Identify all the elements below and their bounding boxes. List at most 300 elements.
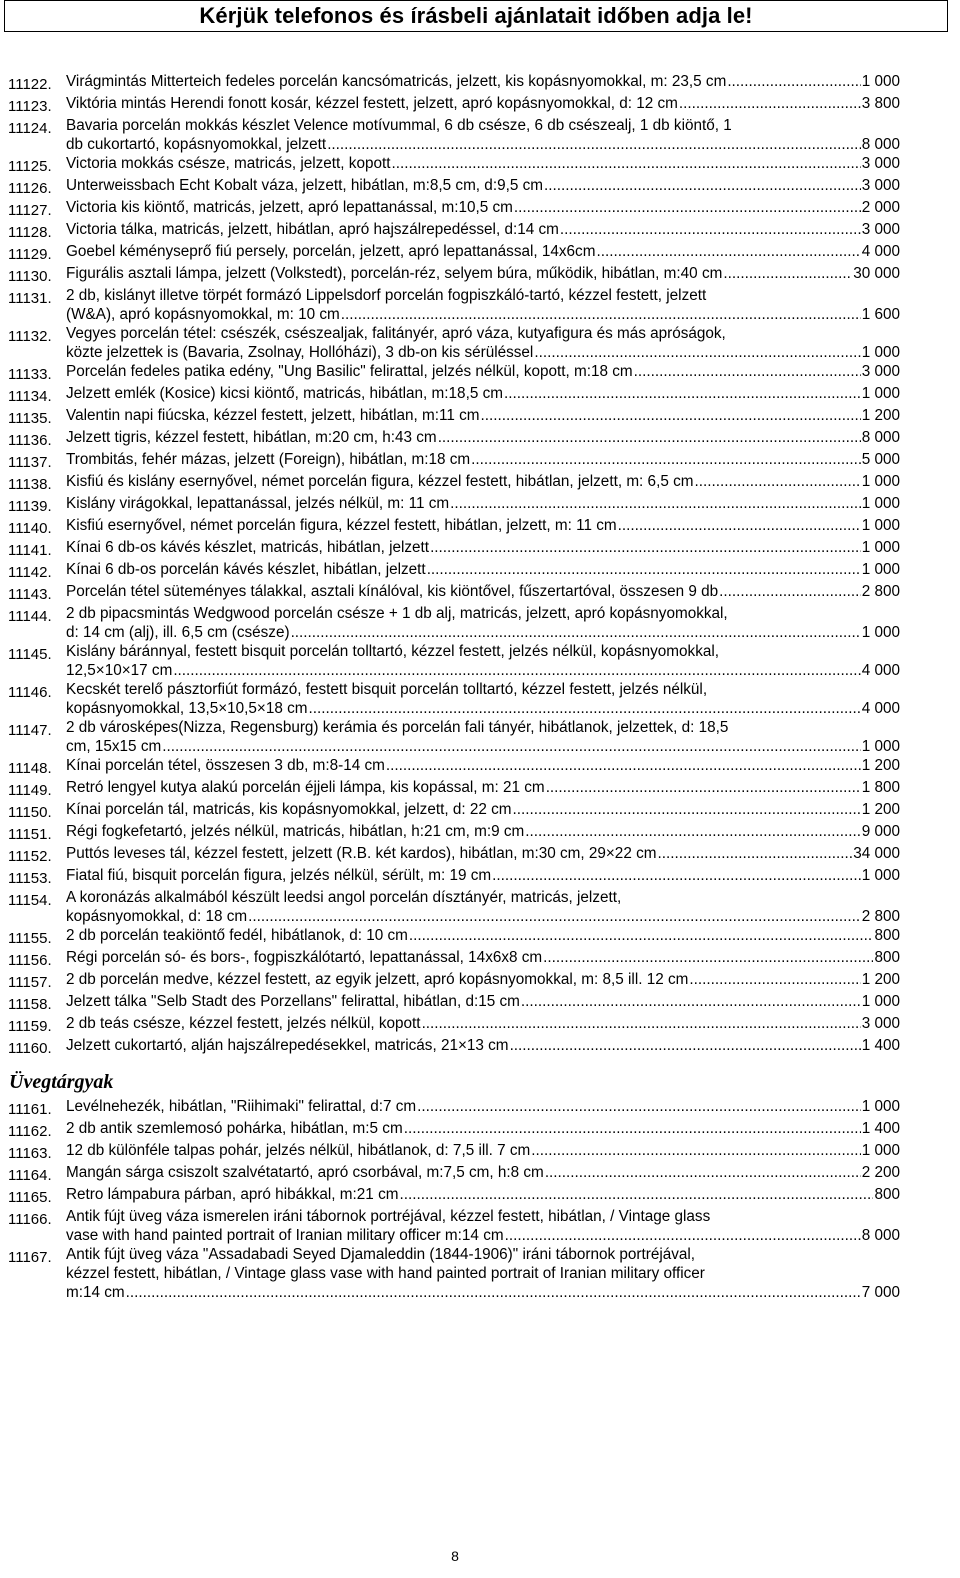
lot-description-text: Fiatal fiú, bisquit porcelán figura, jelzés nélkül, sérült, m: 19 cm xyxy=(66,867,492,884)
lot-price: 3 000 xyxy=(861,1015,900,1032)
lot-item xyxy=(8,428,900,450)
lot-description-line: Antik fújt üveg váza ismerelen iráni tábornok portréjával, kézzel festett, hibátlan, / Vintage glass xyxy=(66,1208,711,1225)
dot-leader xyxy=(126,1283,861,1302)
lot-number: 11163. xyxy=(8,1145,52,1162)
dot-leader xyxy=(694,472,860,491)
lot-price: 3 000 xyxy=(861,221,900,238)
lot-number: 11124. xyxy=(8,120,52,137)
dot-leader xyxy=(525,822,860,841)
lot-description-text: m:14 cm xyxy=(66,1284,125,1301)
lot-description xyxy=(66,264,900,283)
lot-description-line: kézzel festett, hibátlan, / Vintage glass vase with hand painted portrait of Iranian military officer xyxy=(66,1265,705,1282)
lot-description xyxy=(66,926,900,945)
lot-price: 1 000 xyxy=(861,539,900,556)
dot-leader xyxy=(514,198,861,217)
lot-number: 11155. xyxy=(8,930,52,947)
lot-price: 30 000 xyxy=(853,265,900,282)
lot-description-text: db cukortartó, kopásnyomokkal, jelzett xyxy=(66,136,327,153)
auction-lot-list xyxy=(8,72,900,1302)
lot-description xyxy=(66,198,900,217)
section-title-glassware: Üvegtárgyak xyxy=(9,1071,114,1093)
lot-item xyxy=(8,264,900,286)
lot-description xyxy=(66,1185,900,1204)
lot-item xyxy=(8,450,900,472)
lot-item xyxy=(8,116,900,154)
lot-price: 4 000 xyxy=(861,243,900,260)
lot-description-text: Kisfiú és kislány esernyővel, német porcelán figura, kézzel festett, hibátlan, jelzett, m: 6,5 cm xyxy=(66,473,694,490)
lot-description-final-line xyxy=(66,844,900,863)
lot-description-text: Unterweissbach Echt Kobalt váza, jelzett, hibátlan, m:8,5 cm, d:9,5 cm xyxy=(66,177,543,194)
lot-price: 2 800 xyxy=(861,908,900,925)
dot-leader xyxy=(510,1036,861,1055)
lot-description-text: d: 14 cm (alj), ill. 6,5 cm (csésze) xyxy=(66,624,290,641)
lot-price: 1 000 xyxy=(861,738,900,755)
lot-item xyxy=(8,1245,900,1302)
lot-number: 11154. xyxy=(8,892,52,909)
lot-item xyxy=(8,516,900,538)
lot-description-final-line xyxy=(66,756,900,775)
lot-number: 11126. xyxy=(8,180,52,197)
dot-leader xyxy=(391,154,860,173)
lot-item xyxy=(8,324,900,362)
lot-description xyxy=(66,1014,900,1033)
lot-item xyxy=(8,1036,900,1058)
lot-description-text: kopásnyomokkal, d: 18 cm xyxy=(66,908,248,925)
lot-description-final-line xyxy=(66,94,900,113)
lot-description xyxy=(66,154,900,173)
lot-price: 1 200 xyxy=(861,971,900,988)
lot-description-text: 2 db teás csésze, kézzel festett, jelzés nélkül, kopott xyxy=(66,1015,421,1032)
lot-description-text: 2 db antik szemlemosó pohárka, hibátlan, m:5 cm xyxy=(66,1120,403,1137)
lot-description xyxy=(66,1036,900,1055)
lot-description-final-line xyxy=(66,1014,900,1033)
lot-description xyxy=(66,970,900,989)
lot-description xyxy=(66,220,900,239)
lot-description-text: Kínai porcelán tétel, összesen 3 db, m:8-14 cm xyxy=(66,757,385,774)
lot-item xyxy=(8,220,900,242)
lot-description-text: 12,5×10×17 cm xyxy=(66,662,173,679)
lot-description-final-line xyxy=(66,264,900,283)
dot-leader xyxy=(327,135,861,154)
lot-description-text: Kínai 6 db-os kávés készlet, matricás, hibátlan, jelzett xyxy=(66,539,430,556)
lot-description-text: Levélnehezék, hibátlan, "Riihimaki" felirattal, d:7 cm xyxy=(66,1098,417,1115)
dot-leader xyxy=(618,516,861,535)
dot-leader xyxy=(173,661,860,680)
lot-price: 1 000 xyxy=(861,73,900,90)
lot-number: 11158. xyxy=(8,996,52,1013)
lot-description-final-line xyxy=(66,450,900,469)
lot-description xyxy=(66,604,900,642)
lot-price: 1 000 xyxy=(861,993,900,1010)
page-number: 8 xyxy=(451,1548,459,1564)
lot-description-final-line xyxy=(66,699,900,718)
lot-price: 1 600 xyxy=(861,306,900,323)
lot-description-final-line xyxy=(66,343,900,362)
lot-description xyxy=(66,800,900,819)
lot-description xyxy=(66,450,900,469)
lot-number: 11132. xyxy=(8,328,52,345)
dot-leader xyxy=(399,1185,873,1204)
lot-price: 1 000 xyxy=(861,1098,900,1115)
lot-item xyxy=(8,176,900,198)
lot-description xyxy=(66,778,900,797)
lot-description-text: cm, 15x15 cm xyxy=(66,738,162,755)
lot-description-text: Trombitás, fehér mázas, jelzett (Foreign), hibátlan, m:18 cm xyxy=(66,451,471,468)
dot-leader xyxy=(727,72,860,91)
lot-description xyxy=(66,516,900,535)
lot-description-line: Antik fújt üveg váza "Assadabadi Seyed Djamaleddin (1844-1906)" iráni tábornok portréjával, xyxy=(66,1246,696,1263)
lot-price: 1 000 xyxy=(861,561,900,578)
lot-price: 1 200 xyxy=(861,801,900,818)
lot-item xyxy=(8,844,900,866)
lot-item xyxy=(8,1119,900,1141)
lot-description-line: Kecskét terelő pásztorfiút formázó, festett bisquit porcelán tolltartó, kézzel festett, jelzés nélkül, xyxy=(66,681,708,698)
lot-price: 34 000 xyxy=(853,845,900,862)
lot-price: 3 800 xyxy=(861,95,900,112)
dot-leader xyxy=(634,362,861,381)
glassware-lots xyxy=(8,1097,900,1302)
lot-description-text: Porcelán fedeles patika edény, "Ung Basilic" felirattal, jelzés nélkül, kopott, m:18 cm xyxy=(66,363,633,380)
lot-description-final-line xyxy=(66,472,900,491)
lot-number: 11133. xyxy=(8,366,52,383)
lot-item xyxy=(8,888,900,926)
dot-leader xyxy=(544,176,861,195)
lot-description xyxy=(66,680,900,718)
dot-leader xyxy=(341,305,861,324)
lot-description-line: 2 db pipacsmintás Wedgwood porcelán csésze + 1 db alj, matricás, jelzett, apró kopásnyomokkal, xyxy=(66,605,728,622)
lot-description-text: Figurális asztali lámpa, jelzett (Volkstedt), porcelán-réz, selyem búra, működik, hibátlan, m:40 cm xyxy=(66,265,723,282)
lot-number: 11164. xyxy=(8,1167,52,1184)
dot-leader xyxy=(513,800,861,819)
dot-leader xyxy=(481,406,861,425)
lot-description-final-line xyxy=(66,737,900,756)
lot-description-final-line xyxy=(66,406,900,425)
lot-description xyxy=(66,1245,900,1302)
lot-price: 7 000 xyxy=(861,1284,900,1301)
lot-price: 2 200 xyxy=(861,1164,900,1181)
lot-number: 11127. xyxy=(8,202,52,219)
lot-price: 1 800 xyxy=(861,779,900,796)
lot-number: 11122. xyxy=(8,76,52,93)
lot-description xyxy=(66,718,900,756)
lot-item xyxy=(8,822,900,844)
lot-description-text: Kisfiú esernyővel, német porcelán figura, kézzel festett, hibátlan, jelzett, m: 11 cm xyxy=(66,517,617,534)
announcement-banner xyxy=(4,0,948,32)
lot-price: 1 200 xyxy=(861,407,900,424)
dot-leader xyxy=(521,992,861,1011)
dot-leader xyxy=(438,428,861,447)
lot-description-text: Kislány virágokkal, lepattanással, jelzés nélkül, m: 11 cm xyxy=(66,495,450,512)
lot-number: 11146. xyxy=(8,684,52,701)
lot-description xyxy=(66,948,900,967)
lot-item xyxy=(8,604,900,642)
lot-number: 11148. xyxy=(8,760,52,777)
lot-description xyxy=(66,72,900,91)
lot-price: 1 000 xyxy=(861,385,900,402)
lot-number: 11137. xyxy=(8,454,52,471)
lot-description-text: Jelzett tigris, kézzel festett, hibátlan, m:20 cm, h:43 cm xyxy=(66,429,437,446)
lot-number: 11136. xyxy=(8,432,52,449)
lot-description xyxy=(66,582,900,601)
lot-price: 800 xyxy=(874,949,900,966)
lot-item xyxy=(8,1141,900,1163)
lot-description-text: Puttós leveses tál, kézzel festett, jelzett (R.B. két kardos), hibátlan, m:30 cm, 29×22 cm xyxy=(66,845,657,862)
lot-item xyxy=(8,538,900,560)
dot-leader xyxy=(505,1226,861,1245)
lot-item xyxy=(8,384,900,406)
lot-number: 11156. xyxy=(8,952,52,969)
lot-description xyxy=(66,992,900,1011)
lot-description-final-line xyxy=(66,948,900,967)
lot-item xyxy=(8,1097,900,1119)
dot-leader xyxy=(492,866,861,885)
lot-description xyxy=(66,384,900,403)
lot-number: 11142. xyxy=(8,564,52,581)
lot-description-final-line xyxy=(66,242,900,261)
lot-price: 9 000 xyxy=(861,823,900,840)
lot-number: 11138. xyxy=(8,476,52,493)
dot-leader xyxy=(422,1014,861,1033)
lot-number: 11165. xyxy=(8,1189,52,1206)
lot-item xyxy=(8,94,900,116)
porcelain-lots xyxy=(8,72,900,1058)
lot-item xyxy=(8,926,900,948)
lot-number: 11162. xyxy=(8,1123,52,1140)
lot-description-final-line xyxy=(66,305,900,324)
lot-number: 11159. xyxy=(8,1018,52,1035)
dot-leader xyxy=(417,1097,861,1116)
lot-item xyxy=(8,72,900,94)
dot-leader xyxy=(309,699,861,718)
dot-leader xyxy=(404,1119,861,1138)
lot-number: 11149. xyxy=(8,782,52,799)
lot-description-line: A koronázás alkalmából készült leedsi angol porcelán dísztányér, matricás, jelzett, xyxy=(66,889,622,906)
lot-description-text: Kínai porcelán tál, matricás, kis kopásnyomokkal, jelzett, d: 22 cm xyxy=(66,801,512,818)
lot-item xyxy=(8,866,900,888)
lot-item xyxy=(8,642,900,680)
lot-description-final-line xyxy=(66,970,900,989)
lot-number: 11123. xyxy=(8,98,52,115)
lot-description xyxy=(66,242,900,261)
lot-description-text: Viktória mintás Herendi fonott kosár, kézzel festett, jelzett, apró kopásnyomokkal, d: 12 cm xyxy=(66,95,678,112)
lot-description xyxy=(66,1163,900,1182)
lot-description-text: Régi fogkefetartó, jelzés nélkül, matricás, hibátlan, h:21 cm, m:9 cm xyxy=(66,823,525,840)
dot-leader xyxy=(543,948,873,967)
lot-description-text: Virágmintás Mitterteich fedeles porcelán kancsómatricás, jelzett, kis kopásnyomokkal, m: 23,5 cm xyxy=(66,73,727,90)
lot-description xyxy=(66,362,900,381)
lot-description-line: 2 db városképes(Nizza, Regensburg) kerámia és porcelán fali tányér, hibátlanok, jelzettek, d: 18,5 xyxy=(66,719,729,736)
dot-leader xyxy=(560,220,861,239)
lot-price: 3 000 xyxy=(861,363,900,380)
lot-number: 11131. xyxy=(8,290,52,307)
lot-number: 11147. xyxy=(8,722,52,739)
dot-leader xyxy=(450,494,861,513)
lot-description-final-line xyxy=(66,661,900,680)
lot-number: 11143. xyxy=(8,586,52,603)
lot-description-text: kopásnyomokkal, 13,5×10,5×18 cm xyxy=(66,700,308,717)
lot-item xyxy=(8,1185,900,1207)
lot-price: 1 000 xyxy=(861,624,900,641)
lot-price: 1 000 xyxy=(861,1142,900,1159)
lot-description xyxy=(66,494,900,513)
lot-description-final-line xyxy=(66,362,900,381)
lot-description-final-line xyxy=(66,494,900,513)
lot-description-final-line xyxy=(66,866,900,885)
lot-description-final-line xyxy=(66,623,900,642)
dot-leader xyxy=(162,737,861,756)
lot-description-final-line xyxy=(66,1283,900,1302)
lot-description-text: Victoria tálka, matricás, jelzett, hibátlan, apró hajszálrepedéssel, d:14 cm xyxy=(66,221,559,238)
dot-leader xyxy=(689,970,860,989)
lot-description-final-line xyxy=(66,135,900,154)
lot-price: 8 000 xyxy=(861,429,900,446)
lot-price: 8 000 xyxy=(861,1227,900,1244)
lot-description-final-line xyxy=(66,822,900,841)
lot-description xyxy=(66,406,900,425)
lot-description-text: Régi porcelán só- és bors-, fogpiszkálótartó, lepattanással, 14x6x8 cm xyxy=(66,949,543,966)
lot-description-line: Kislány báránnyal, festett bisquit porcelán tolltartó, kézzel festett, jelzés nélkül, kopásnyomokkal, xyxy=(66,643,720,660)
lot-description-final-line xyxy=(66,778,900,797)
lot-description xyxy=(66,428,900,447)
lot-item xyxy=(8,472,900,494)
lot-description-final-line xyxy=(66,560,900,579)
lot-description-text: közte jelzettek is (Bavaria, Zsolnay, Hollóházi), 3 db-on kis sérüléssel xyxy=(66,344,534,361)
lot-description xyxy=(66,888,900,926)
lot-description xyxy=(66,1141,900,1160)
lot-description-final-line xyxy=(66,1119,900,1138)
lot-description-final-line xyxy=(66,926,900,945)
lot-item xyxy=(8,800,900,822)
lot-description-final-line xyxy=(66,1036,900,1055)
lot-description xyxy=(66,1097,900,1116)
lot-item xyxy=(8,154,900,176)
lot-description-final-line xyxy=(66,582,900,601)
lot-item xyxy=(8,582,900,604)
lot-item xyxy=(8,406,900,428)
lot-description-final-line xyxy=(66,1163,900,1182)
lot-description-final-line xyxy=(66,1141,900,1160)
lot-number: 11134. xyxy=(8,388,52,405)
lot-description xyxy=(66,642,900,680)
lot-price: 1 000 xyxy=(861,867,900,884)
lot-description-final-line xyxy=(66,992,900,1011)
lot-item xyxy=(8,992,900,1014)
lot-number: 11141. xyxy=(8,542,52,559)
lot-number: 11135. xyxy=(8,410,52,427)
lot-price: 4 000 xyxy=(861,662,900,679)
lot-description-text: Victoria kis kiöntő, matricás, jelzett, apró lepattanással, m:10,5 cm xyxy=(66,199,513,216)
dot-leader xyxy=(291,623,861,642)
lot-number: 11167. xyxy=(8,1249,52,1266)
lot-item xyxy=(8,756,900,778)
lot-number: 11144. xyxy=(8,608,52,625)
lot-price: 1 200 xyxy=(861,757,900,774)
lot-description-text: vase with hand painted portrait of Iranian military officer m:14 cm xyxy=(66,1227,504,1244)
lot-number: 11160. xyxy=(8,1040,52,1057)
lot-item xyxy=(8,1014,900,1036)
lot-item xyxy=(8,1163,900,1185)
lot-number: 11153. xyxy=(8,870,52,887)
lot-item xyxy=(8,198,900,220)
lot-description xyxy=(66,538,900,557)
lot-item xyxy=(8,1207,900,1245)
lot-description xyxy=(66,324,900,362)
dot-leader xyxy=(596,242,860,261)
lot-description-text: Retro lámpabura párban, apró hibákkal, m:21 cm xyxy=(66,1186,399,1203)
lot-item xyxy=(8,948,900,970)
lot-price: 1 000 xyxy=(861,495,900,512)
lot-item xyxy=(8,494,900,516)
lot-item xyxy=(8,680,900,718)
lot-price: 800 xyxy=(874,927,900,944)
lot-price: 5 000 xyxy=(861,451,900,468)
lot-description-text: 2 db porcelán medve, kézzel festett, az egyik jelzett, apró kopásnyomokkal, m: 8,5 ill. 12 cm xyxy=(66,971,689,988)
lot-price: 1 000 xyxy=(861,517,900,534)
lot-description-final-line xyxy=(66,72,900,91)
lot-description-line: Bavaria porcelán mokkás készlet Velence motívummal, 6 db csésze, 6 db csészealj, 1 db kiöntő, 1 xyxy=(66,117,732,134)
lot-description-text: Goebel kéményseprő fiú persely, porcelán, jelzett, apró lepattanással, 14x6cm xyxy=(66,243,596,260)
lot-number: 11145. xyxy=(8,646,52,663)
lot-description-text: 12 db különféle talpas pohár, jelzés nélkül, hibátlanok, d: 7,5 ill. 7 cm xyxy=(66,1142,531,1159)
dot-leader xyxy=(545,1163,861,1182)
dot-leader xyxy=(719,582,861,601)
lot-description-final-line xyxy=(66,907,900,926)
lot-description-text: Jelzett emlék (Kosice) kicsi kiöntő, matricás, hibátlan, m:18,5 cm xyxy=(66,385,503,402)
dot-leader xyxy=(386,756,861,775)
dot-leader xyxy=(504,384,861,403)
lot-description-final-line xyxy=(66,384,900,403)
lot-description-text: Porcelán tétel süteményes tálakkal, asztali kínálóval, kis kiöntővel, fűszertartóval, összesen 9 db xyxy=(66,583,719,600)
lot-price: 4 000 xyxy=(861,700,900,717)
lot-price: 1 000 xyxy=(861,344,900,361)
lot-description xyxy=(66,1207,900,1245)
lot-number: 11152. xyxy=(8,848,52,865)
lot-description-final-line xyxy=(66,176,900,195)
dot-leader xyxy=(723,264,852,283)
lot-item xyxy=(8,242,900,264)
lot-description xyxy=(66,756,900,775)
lot-item xyxy=(8,970,900,992)
dot-leader xyxy=(657,844,852,863)
lot-description-final-line xyxy=(66,428,900,447)
lot-description-text: Jelzett cukortartó, alján hajszálrepedésekkel, matricás, 21×13 cm xyxy=(66,1037,509,1054)
lot-description xyxy=(66,822,900,841)
lot-description-text: Victoria mokkás csésze, matricás, jelzett, kopott xyxy=(66,155,391,172)
lot-description-text: 2 db porcelán teakiöntő fedél, hibátlanok, d: 10 cm xyxy=(66,927,408,944)
lot-item xyxy=(8,560,900,582)
lot-item xyxy=(8,718,900,756)
lot-number: 11129. xyxy=(8,246,52,263)
lot-description-final-line xyxy=(66,154,900,173)
dot-leader xyxy=(427,560,861,579)
lot-description-text: (W&A), apró kopásnyomokkal, m: 10 cm xyxy=(66,306,340,323)
lot-description-line: Vegyes porcelán tétel: csészék, csészealjak, falitányér, apró váza, kutyafigura és más apróságok, xyxy=(66,325,726,342)
lot-description xyxy=(66,176,900,195)
dot-leader xyxy=(471,450,861,469)
lot-item xyxy=(8,286,900,324)
lot-price: 8 000 xyxy=(861,136,900,153)
lot-description-text: Kínai 6 db-os porcelán kávés készlet, hibátlan, jelzett xyxy=(66,561,426,578)
lot-description xyxy=(66,866,900,885)
lot-price: 1 400 xyxy=(861,1037,900,1054)
lot-description-line: 2 db, kislányt illetve törpét formázó Lippelsdorf porcelán fogpiszkáló-tartó, kézzel festett, jelzett xyxy=(66,287,707,304)
lot-description-text: Jelzett tálka "Selb Stadt des Porzellans" felirattal, hibátlan, d:15 cm xyxy=(66,993,520,1010)
lot-number: 11151. xyxy=(8,826,52,843)
lot-description-text: Mangán sárga csiszolt szalvétatartó, apró csorbával, m:7,5 cm, h:8 cm xyxy=(66,1164,544,1181)
lot-description xyxy=(66,844,900,863)
lot-description-text: Valentin napi fiúcska, kézzel festett, jelzett, hibátlan, m:11 cm xyxy=(66,407,480,424)
dot-leader xyxy=(534,343,860,362)
